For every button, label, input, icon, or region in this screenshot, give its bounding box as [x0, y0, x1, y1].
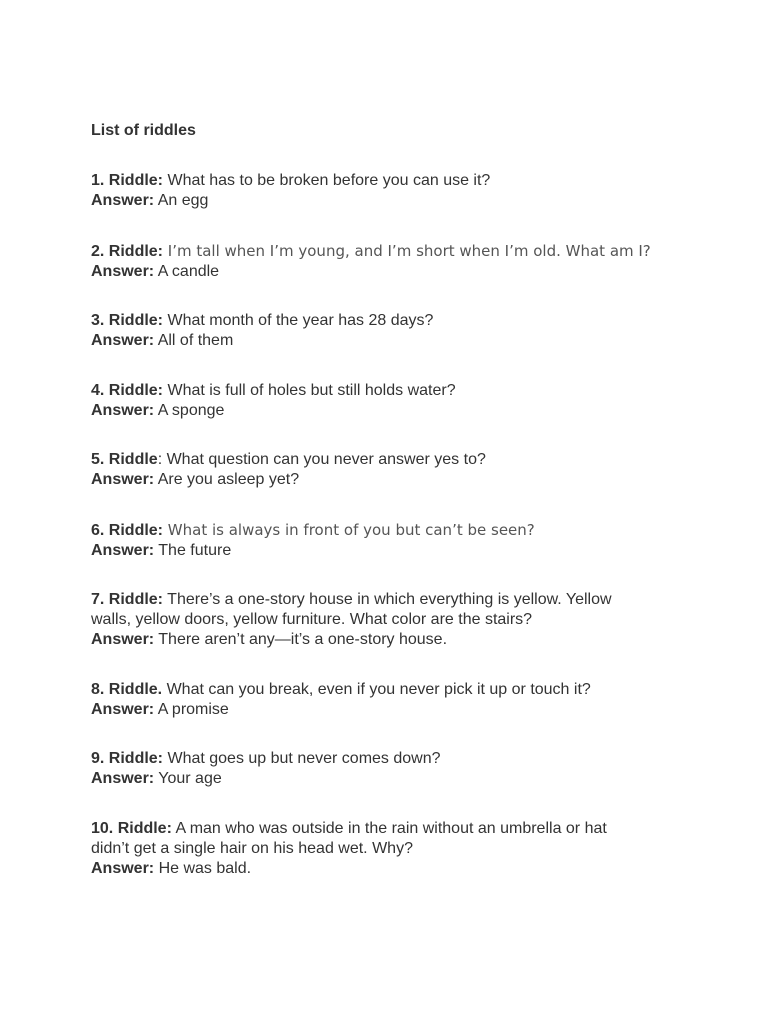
riddle-item-5 [91, 450, 691, 490]
riddle-answer-line [91, 191, 691, 211]
riddle-question-line-continued: didn’t get a single hair on his head wet. Why? [91, 839, 413, 857]
riddle-number-label: 4. Riddle: [91, 381, 164, 399]
riddle-item-6 [91, 520, 691, 561]
riddle-answer: An egg [154, 192, 209, 209]
riddle-question-line [91, 819, 691, 839]
riddle-answer: He was bald. [154, 859, 252, 877]
riddle-answer-line [91, 470, 691, 490]
riddle-question-line [91, 381, 691, 401]
riddle-answer: A promise [154, 700, 229, 718]
riddle-answer-line [91, 769, 691, 789]
answer-label: Answer: [91, 192, 155, 209]
riddle-answer-line [91, 700, 691, 720]
riddle-question: What can you break, even if you never pick it up or touch it? [162, 680, 591, 698]
riddle-number-label: 5. Riddle [91, 451, 158, 468]
riddle-question-line-continued: walls, yellow doors, yellow furniture. What color are the stairs? [91, 611, 533, 628]
riddle-document [91, 121, 691, 908]
riddle-question: What has to be broken before you can use it? [163, 172, 491, 189]
riddle-question-line [91, 450, 691, 470]
riddle-question-line [91, 680, 691, 700]
riddle-question-line [91, 171, 691, 191]
riddle-item-3 [91, 311, 691, 351]
riddle-answer: The future [154, 541, 232, 559]
answer-label: Answer: [91, 859, 155, 877]
riddle-question: A man who was outside in the rain without an umbrella or hat [171, 819, 607, 837]
riddle-answer-line [91, 401, 691, 421]
riddle-item-7 [91, 590, 691, 650]
riddle-answer-line [91, 331, 691, 351]
riddle-number-label: 9. Riddle: [91, 750, 164, 767]
riddle-answer: Are you asleep yet? [154, 471, 300, 488]
answer-label: Answer: [91, 471, 155, 488]
answer-label: Answer: [91, 700, 155, 718]
riddle-answer: Your age [154, 770, 222, 787]
riddle-item-2 [91, 241, 691, 282]
riddle-item-4 [91, 381, 691, 421]
riddle-question: I’m tall when I’m young, and I’m short when I’m old. What am I? [163, 241, 651, 260]
riddle-question: What is full of holes but still holds water? [163, 381, 456, 399]
riddle-answer-line [91, 630, 691, 650]
riddle-question-line [91, 749, 691, 769]
riddle-number-label: 8. Riddle. [91, 680, 163, 698]
riddle-item-9 [91, 749, 691, 789]
riddle-question-line [91, 590, 691, 610]
riddle-answer: There aren’t any—it’s a one-story house. [154, 631, 448, 648]
riddle-answer-line [91, 859, 691, 879]
riddle-question-line [91, 520, 691, 541]
riddle-number-label: 7. Riddle: [91, 591, 164, 608]
riddle-question: What goes up but never comes down? [163, 750, 441, 767]
document-title: List of riddles [91, 122, 196, 139]
riddle-number-label: 2. Riddle: [91, 242, 164, 260]
riddle-item-8 [91, 680, 691, 720]
riddle-item-1 [91, 171, 691, 211]
riddle-answer-line [91, 541, 691, 561]
riddle-number-label: 1. Riddle: [91, 172, 164, 189]
answer-label: Answer: [91, 332, 155, 349]
riddle-number-label: 3. Riddle: [91, 312, 164, 329]
riddle-question: : What question can you never answer yes to? [157, 451, 486, 468]
riddle-answer: A sponge [154, 401, 225, 419]
riddle-question: What is always in front of you but can’t be seen? [163, 520, 535, 539]
riddle-item-10 [91, 819, 691, 879]
riddle-question-line [91, 311, 691, 331]
riddle-answer-line [91, 262, 691, 282]
answer-label: Answer: [91, 262, 155, 280]
riddle-number-label: 6. Riddle: [91, 521, 164, 539]
riddle-number-label: 10. Riddle: [91, 819, 172, 837]
answer-label: Answer: [91, 401, 155, 419]
riddle-question: What month of the year has 28 days? [163, 312, 434, 329]
riddle-question-line [91, 241, 691, 262]
riddle-question: There’s a one-story house in which everything is yellow. Yellow [163, 591, 612, 608]
answer-label: Answer: [91, 541, 155, 559]
answer-label: Answer: [91, 770, 155, 787]
riddle-answer: A candle [154, 262, 220, 280]
answer-label: Answer: [91, 631, 155, 648]
riddle-answer: All of them [154, 332, 234, 349]
